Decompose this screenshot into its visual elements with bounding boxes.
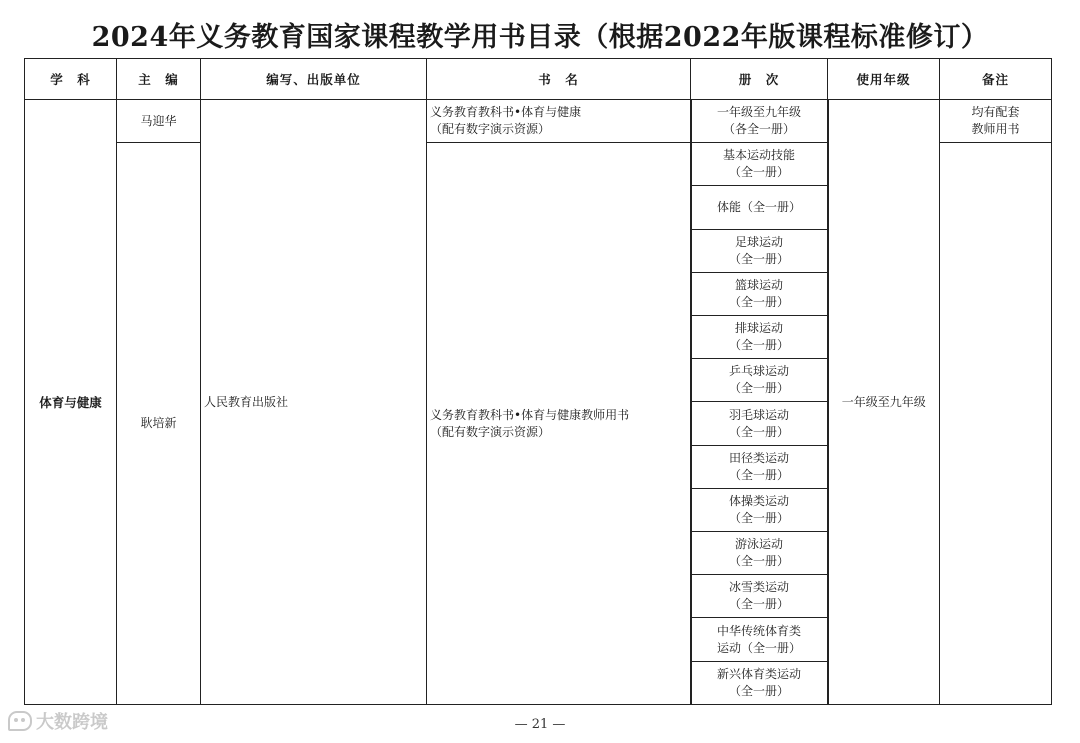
volume-line: 篮球运动 [734, 277, 783, 292]
volume-cell [691, 445, 828, 488]
header-grade: 使用年级 [828, 59, 940, 100]
volume-line: 乒乓球运动 [728, 364, 789, 379]
book-title-cell [427, 143, 691, 705]
volume-cell [691, 402, 828, 445]
volume-cell [691, 100, 828, 143]
volume-cell [691, 532, 828, 575]
volume-line: 足球运动 [734, 234, 783, 249]
volume-cell [691, 488, 828, 531]
volume-line: 游泳运动 [734, 537, 783, 552]
volume-cell [691, 618, 828, 661]
volume-cell [691, 661, 828, 704]
volume-line: （全一册） [728, 554, 789, 569]
volume-line: 一年级至九年级 [716, 105, 801, 120]
note-line: 教师用书 [971, 122, 1020, 137]
volume-cell [691, 143, 828, 186]
volume-cell [691, 186, 828, 229]
volume-line: 基本运动技能 [722, 148, 795, 163]
volume-line: 运动（全一册） [716, 640, 801, 655]
volume-cell [691, 575, 828, 618]
volume-line: 田径类运动 [728, 450, 789, 465]
volume-line: 新兴体育类运动 [716, 666, 801, 681]
subject-cell: 体育与健康 [25, 100, 117, 705]
volume-line: （全一册） [728, 381, 789, 396]
volume-line: 冰雪类运动 [728, 580, 789, 595]
volume-cell [691, 229, 828, 272]
volume-cell [691, 359, 828, 402]
table-row [25, 100, 1052, 143]
note-cell [940, 100, 1052, 143]
volume-line: （全一册） [728, 251, 789, 266]
volume-line: （全一册） [728, 165, 789, 180]
volume-line: （各全一册） [722, 122, 795, 137]
volume-cell [691, 272, 828, 315]
volume-line: （全一册） [728, 467, 789, 482]
volume-line: 羽毛球运动 [728, 407, 789, 422]
page-number: — 21 — [514, 717, 566, 732]
header-volume: 册 次 [691, 59, 828, 100]
volume-cell [691, 316, 828, 359]
note-line: 均有配套 [971, 105, 1020, 120]
editor-cell: 马迎华 [117, 100, 201, 143]
book-title-line: （配有数字演示资源） [430, 122, 551, 137]
note-cell [940, 143, 1052, 705]
volume-line: （全一册） [728, 597, 789, 612]
header-row [25, 59, 1052, 100]
book-title-line: （配有数字演示资源） [430, 424, 551, 439]
volume-line: 体操类运动 [728, 493, 789, 508]
book-title-line: 义务教育教科书•体育与健康 [430, 105, 582, 120]
volume-line: （全一册） [728, 424, 789, 439]
watermark-text: 大数跨境 [36, 712, 108, 733]
volume-line: （全一册） [728, 294, 789, 309]
volume-line: 体能（全一册） [716, 200, 801, 214]
book-title-cell [427, 100, 691, 143]
header-note: 备注 [940, 59, 1052, 100]
volume-line: （全一册） [728, 338, 789, 353]
page-title: 2024年义务教育国家课程教学用书目录（根据2022年版课程标准修订） [91, 22, 989, 53]
header-editor: 主 编 [117, 59, 201, 100]
publisher-cell: 人民教育出版社 [201, 100, 427, 705]
volume-line: （全一册） [728, 683, 789, 698]
editor-cell: 耿培新 [117, 143, 201, 705]
volume-line: 中华传统体育类 [716, 623, 801, 638]
header-book-title: 书 名 [427, 59, 691, 100]
catalog-table [24, 58, 1052, 705]
book-title-line: 义务教育教科书•体育与健康教师用书 [430, 407, 630, 422]
grade-cell: 一年级至九年级 [828, 100, 940, 705]
volume-line: 排球运动 [734, 321, 783, 336]
volume-line: （全一册） [728, 510, 789, 525]
header-subject: 学 科 [25, 59, 117, 100]
header-publisher: 编写、出版单位 [201, 59, 427, 100]
